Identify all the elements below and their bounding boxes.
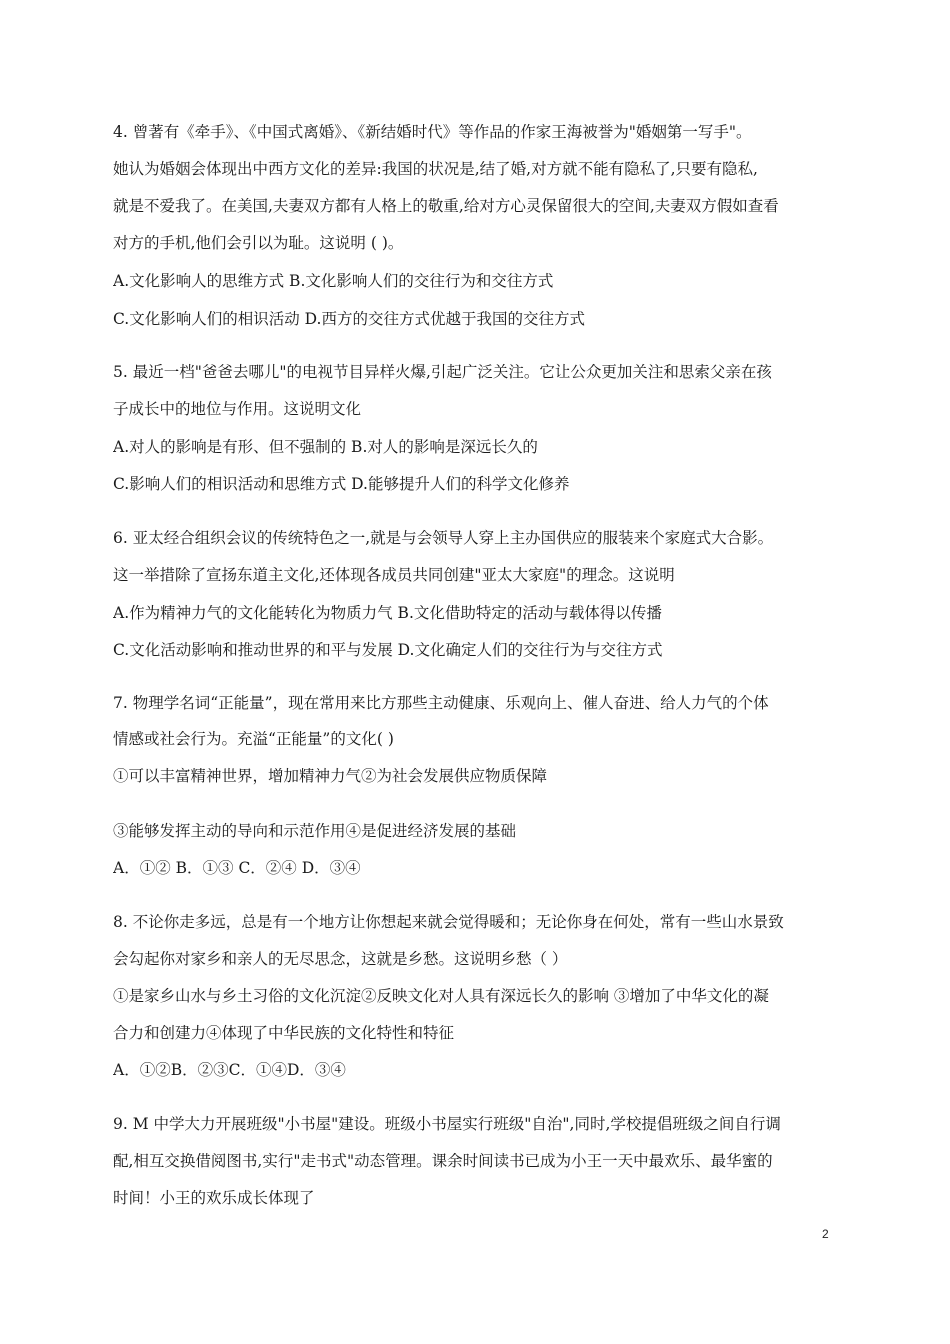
question-7-options: A．①② B．①③ C．②④ D．③④ [113, 859, 361, 877]
question-4-stem-line-4: 对方的手机,他们会引以为耻。这说明 ( )。 [113, 234, 404, 252]
question-7-statement-12: ①可以丰富精神世界，增加精神力气②为社会发展供应物质保障 [113, 767, 548, 785]
question-4-stem-line-1: 4. 曾著有《牵手》、《中国式离婚》、《新结婚时代》等作品的作家王海被誉为"婚姻第一写手"。 [113, 123, 752, 141]
question-5-options-ab: A.对人的影响是有形、但不强制的 B.对人的影响是深远长久的 [113, 438, 538, 456]
question-4-stem-line-3: 就是不爱我了。在美国,夫妻双方都有人格上的敬重,给对方心灵保留很大的空间,夫妻双方假如查看 [113, 197, 779, 215]
page-number: 2 [822, 1227, 829, 1241]
question-7-stem-line-1: 7. 物理学名词“正能量”，现在常用来比方那些主动健康、乐观向上、催人奋进、给人力气的个体 [113, 694, 769, 712]
question-9-stem-line-3: 时间！小王的欢乐成长体现了 [113, 1189, 315, 1207]
question-7-stem-line-2: 情感或社会行为。充溢“正能量”的文化( ) [113, 730, 394, 748]
question-9-stem-line-2: 配,相互交换借阅图书,实行"走书式"动态管理。课余时间读书已成为小王一天中最欢乐、最华蜜的 [113, 1152, 773, 1170]
question-4-options-ab: A.文化影响人的思维方式 B.文化影响人们的交往行为和交往方式 [113, 272, 554, 290]
question-5-stem-line-2: 子成长中的地位与作用。这说明文化 [113, 400, 362, 418]
question-7-statement-34: ③能够发挥主动的导向和示范作用④是促进经济发展的基础 [113, 822, 517, 840]
question-8-options: A．①②B．②③C．①④D．③④ [113, 1061, 346, 1079]
question-8-stem-line-1: 8. 不论你走多远，总是有一个地方让你想起来就会觉得暖和；无论你身在何处，常有一些山水景致 [113, 913, 784, 931]
question-6-stem-line-2: 这一举措除了宣扬东道主文化,还体现各成员共同创建"亚太大家庭"的理念。这说明 [113, 566, 675, 584]
question-8-statement-line-1: ①是家乡山水与乡土习俗的文化沉淀②反映文化对人具有深远长久的影响 ③增加了中华文化的凝 [113, 987, 769, 1005]
question-4-options-cd: C.文化影响人们的相识活动 D.西方的交往方式优越于我国的交往方式 [113, 310, 585, 328]
question-6-options-cd: C.文化活动影响和推动世界的和平与发展 D.文化确定人们的交往行为与交往方式 [113, 641, 663, 659]
question-6-options-ab: A.作为精神力气的文化能转化为物质力气 B.文化借助特定的活动与载体得以传播 [113, 604, 662, 622]
question-6-stem-line-1: 6. 亚太经合组织会议的传统特色之一,就是与会领导人穿上主办国供应的服装来个家庭式大合影。 [113, 529, 774, 547]
question-8-statement-line-2: 合力和创建力④体现了中华民族的文化特性和特征 [113, 1024, 455, 1042]
question-4-stem-line-2: 她认为婚姻会体现出中西方文化的差异:我国的状况是,结了婚,对方就不能有隐私了,只要有隐私, [113, 160, 758, 178]
question-8-stem-line-2: 会勾起你对家乡和亲人的无尽思念，这就是乡愁。这说明乡愁（ ） [113, 950, 568, 968]
question-5-options-cd: C.影响人们的相识活动和思维方式 D.能够提升人们的科学文化修养 [113, 475, 570, 493]
question-9-stem-line-1: 9. M 中学大力开展班级"小书屋"建设。班级小书屋实行班级"自治",同时,学校提倡班级之间自行调 [113, 1115, 781, 1133]
question-5-stem-line-1: 5. 最近一档"爸爸去哪儿"的电视节目异样火爆,引起广泛关注。它让公众更加关注和思索父亲在孩 [113, 363, 772, 381]
